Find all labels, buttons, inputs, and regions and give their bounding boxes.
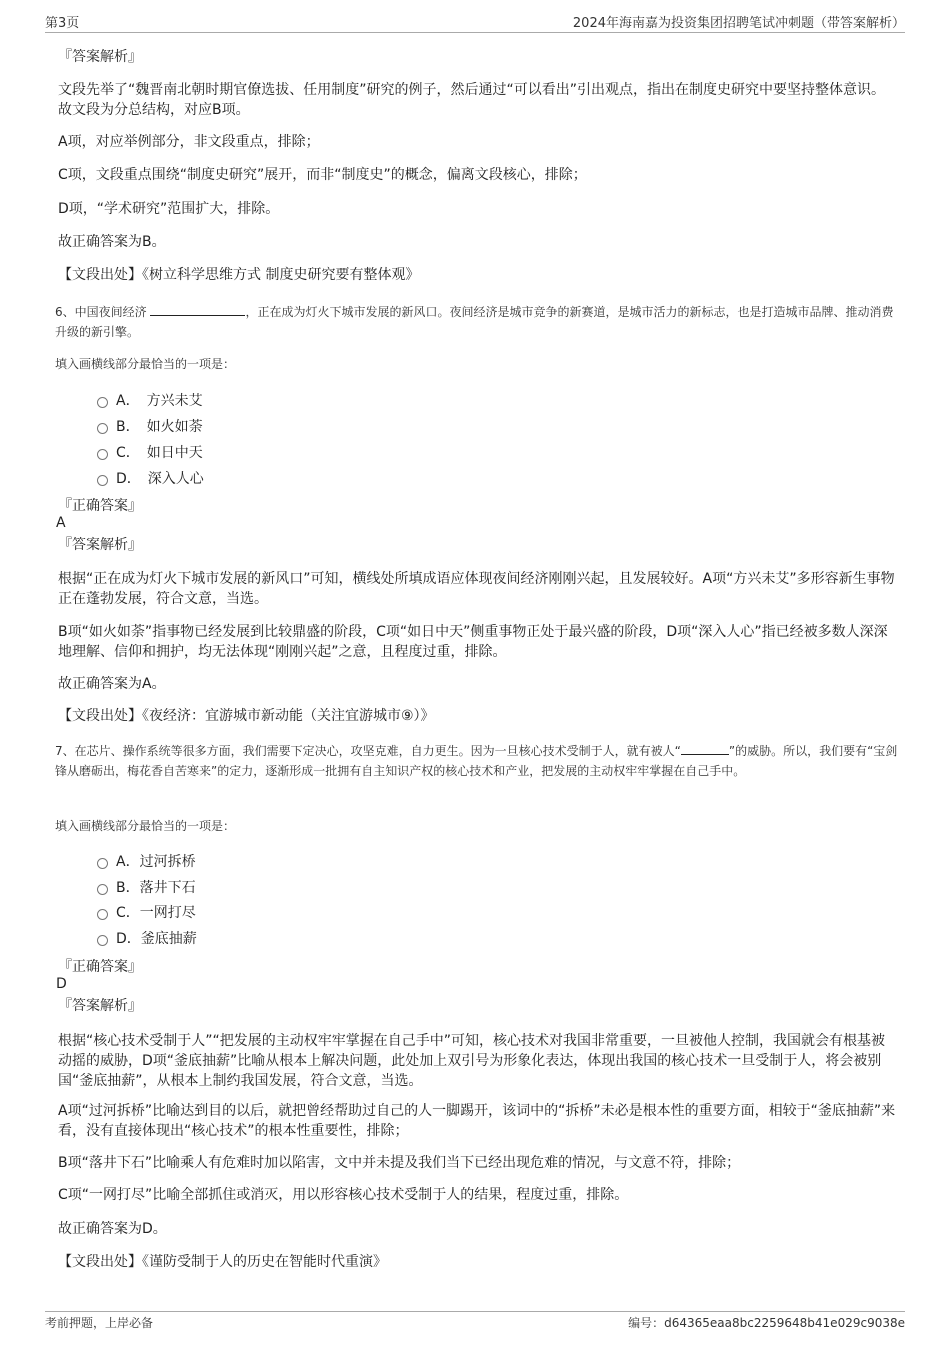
radio-icon[interactable]: [97, 909, 108, 920]
id-value: d64365eaa8bc2259648b41e029c9038e: [664, 1316, 905, 1330]
answer-label: 『正确答案』: [58, 498, 142, 514]
question-7-stem: [55, 741, 900, 781]
radio-icon[interactable]: [97, 423, 108, 434]
analysis-paragraph: A项“过河拆桥”比喻达到目的以后，就把曾经帮助过自己的人一脚踢开，该词中的“拆桥”未必是根本性的重要方面，相较于“釜底抽薪”来看，没有直接体现出“核心技术”的根本性重要性，排除；: [58, 1103, 896, 1139]
option-d[interactable]: [97, 468, 204, 488]
question-prompt: 填入画横线部分最恰当的一项是：: [55, 357, 236, 371]
option-label: B．落井下石: [116, 880, 196, 896]
question-6-stem: [55, 302, 900, 342]
analysis-paragraph: 故正确答案为A。: [58, 676, 166, 692]
radio-icon[interactable]: [97, 397, 108, 408]
header-divider: [45, 32, 905, 33]
stem-part: 6、中国夜间经济: [55, 305, 147, 319]
radio-icon[interactable]: [97, 475, 108, 486]
source-citation: 【文段出处】《谨防受制于人的历史在智能时代重演》: [58, 1254, 387, 1270]
option-label: C．一网打尽: [116, 905, 196, 921]
option-b[interactable]: [97, 877, 196, 897]
page-number: 第3页: [45, 16, 80, 31]
analysis-paragraph: 根据“正在成为灯火下城市发展的新风口”可知，横线处所填成语应体现夜间经济刚刚兴起，且发展较好。A项“方兴未艾”多形容新生事物正在蓬勃发展，符合文意，当选。: [58, 571, 895, 607]
source-citation: 【文段出处】《夜经济：宜游城市新动能（关注宜游城市⑨）》: [58, 708, 435, 724]
option-label: A． 方兴未艾: [116, 393, 203, 409]
analysis-paragraph: C项“一网打尽”比喻全部抓住或消灭，用以形容核心技术受制于人的结果，程度过重，排除。: [58, 1187, 629, 1203]
option-label: B． 如火如荼: [116, 419, 203, 435]
correct-answer: D: [56, 976, 67, 992]
correct-answer: A: [56, 515, 66, 531]
analysis-paragraph: 根据“核心技术受制于人”“把发展的主动权牢牢掌握在自己手中”可知，核心技术对我国非常重要，一旦被他人控制，我国就会有根基被动摇的威胁，D项“釜底抽薪”比喻从根本上解决问题，此处加上双引号为形象化表达，体现出我国的核心技术一旦受制于人，将会被别国“釜底抽薪”，从根本上制约我国发展，符合文意，当选。: [58, 1033, 886, 1089]
stem-part: ”的威胁。所以，我们要有“宝剑锋从磨砺出，梅花香自苦寒来”的定力，逐渐形成一批拥有自主知识产权的核心技术和产业，把发展的主动权牢牢掌握在自己手中。: [55, 744, 898, 778]
analysis-label: 『答案解析』: [58, 537, 142, 553]
option-label: C． 如日中天: [116, 445, 203, 461]
option-b[interactable]: [97, 416, 203, 436]
option-d[interactable]: [97, 928, 197, 948]
answer-blank: [150, 303, 245, 316]
source-citation: 【文段出处】《树立科学思维方式 制度史研究要有整体观》: [58, 267, 420, 283]
option-label: A．过河拆桥: [116, 854, 196, 870]
analysis-label: 『答案解析』: [58, 49, 142, 65]
analysis-paragraph: 故正确答案为D。: [58, 1221, 167, 1237]
stem-part: ，正在成为灯火下城市发展的新风口。夜间经济是城市竞争的新赛道，是城市活力的新标志，也是打造城市品牌、推动消费升级的新引擎。: [55, 305, 894, 339]
option-a[interactable]: [97, 390, 203, 410]
radio-icon[interactable]: [97, 884, 108, 895]
radio-icon[interactable]: [97, 449, 108, 460]
answer-label: 『正确答案』: [58, 959, 142, 975]
option-a[interactable]: [97, 851, 196, 871]
question-prompt: 填入画横线部分最恰当的一项是：: [55, 819, 236, 833]
analysis-paragraph: B项“落井下石”比喻乘人有危难时加以陷害，文中并未提及我们当下已经出现危难的情况，与文意不符，排除；: [58, 1155, 741, 1171]
answer-blank: [681, 742, 729, 755]
analysis-label: 『答案解析』: [58, 998, 142, 1014]
analysis-paragraph: D项，“学术研究”范围扩大，排除。: [58, 201, 280, 217]
analysis-paragraph: 故正确答案为B。: [58, 234, 166, 250]
analysis-paragraph: C项，文段重点围绕“制度史研究”展开，而非“制度史”的概念，偏离文段核心，排除；: [58, 167, 587, 183]
analysis-paragraph: 文段先举了“魏晋南北朝时期官僚选拔、任用制度”研究的例子，然后通过“可以看出”引出观点，指出在制度史研究中要坚持整体意识。故文段为分总结构，对应B项。: [58, 82, 886, 118]
analysis-paragraph: B项“如火如荼”指事物已经发展到比较鼎盛的阶段，C项“如日中天”侧重事物正处于最兴盛的阶段，D项“深入人心”指已经被多数人深深地理解、信仰和拥护，均无法体现“刚刚兴起”之意，且程度过重，排除。: [58, 624, 888, 660]
option-label: D．釜底抽薪: [116, 931, 197, 947]
option-c[interactable]: [97, 442, 203, 462]
stem-part: 7、在芯片、操作系统等很多方面，我们需要下定决心，攻坚克难，自力更生。因为一旦核心技术受制于人，就有被人“: [55, 744, 681, 758]
document-id: [628, 1314, 905, 1331]
option-c[interactable]: [97, 902, 196, 922]
footer-divider: [45, 1311, 905, 1312]
option-label: D． 深入人心: [116, 471, 204, 487]
document-title: 2024年海南嘉为投资集团招聘笔试冲刺题（带答案解析）: [572, 16, 905, 31]
footer-slogan: 考前押题，上岸必备: [45, 1316, 154, 1330]
radio-icon[interactable]: [97, 935, 108, 946]
id-label: 编号：: [628, 1316, 665, 1330]
analysis-paragraph: A项，对应举例部分，非文段重点，排除；: [58, 134, 320, 150]
radio-icon[interactable]: [97, 858, 108, 869]
